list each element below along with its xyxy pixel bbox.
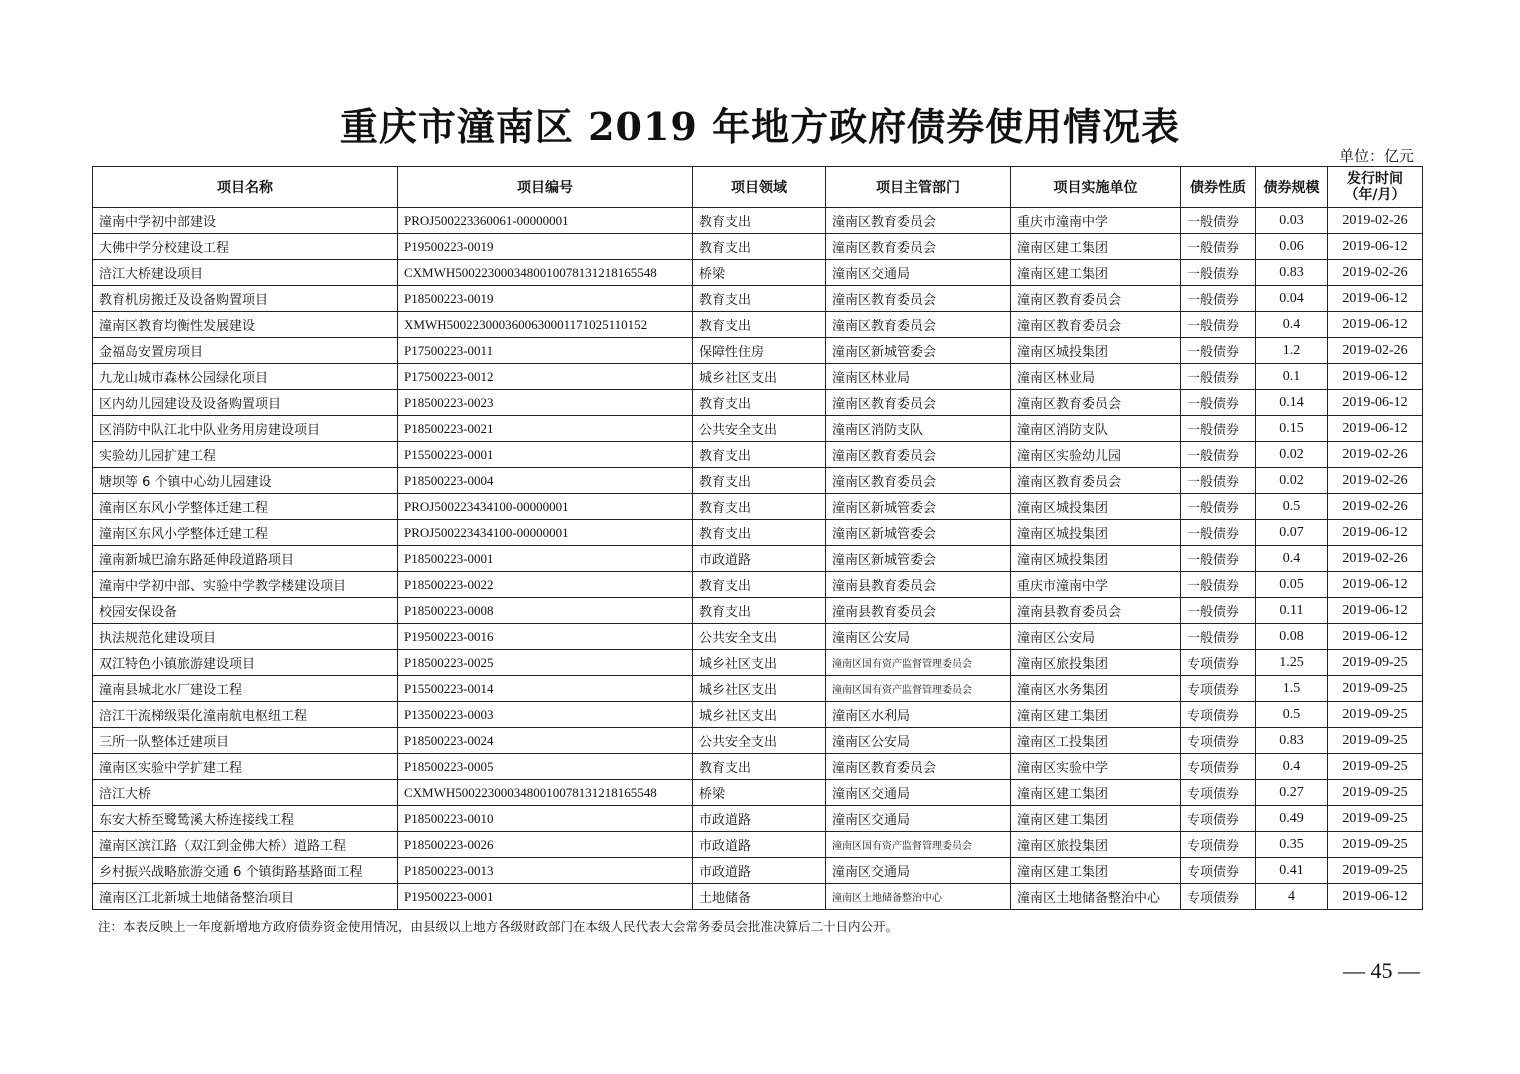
cell-bond-type: 专项债券: [1181, 702, 1256, 728]
cell-project-name: 九龙山城市森林公园绿化项目: [93, 364, 398, 390]
table-row: [93, 650, 1423, 676]
cell-department: 潼南区林业局: [826, 364, 1011, 390]
cell-project-field: 土地储备: [693, 884, 826, 910]
cell-project-field: 市政道路: [693, 858, 826, 884]
table-row: [93, 624, 1423, 650]
cell-implementer: 潼南区教育委员会: [1011, 312, 1181, 338]
cell-implementer: 潼南区实验幼儿园: [1011, 442, 1181, 468]
cell-project-name: 潼南新城巴渝东路延伸段道路项目: [93, 546, 398, 572]
table-row: [93, 702, 1423, 728]
cell-department: 潼南区教育委员会: [826, 312, 1011, 338]
cell-project-field: 公共安全支出: [693, 624, 826, 650]
cell-project-code: P15500223-0014: [398, 676, 693, 702]
cell-project-name: 潼南中学初中部建设: [93, 208, 398, 234]
cell-project-name: 潼南县城北水厂建设工程: [93, 676, 398, 702]
cell-bond-amount: 0.15: [1256, 416, 1328, 442]
cell-project-code: P19500223-0016: [398, 624, 693, 650]
cell-issue-date: 2019-06-12: [1328, 286, 1423, 312]
cell-implementer: 潼南区城投集团: [1011, 546, 1181, 572]
cell-project-code: PROJ500223434100-00000001: [398, 520, 693, 546]
cell-implementer: 重庆市潼南中学: [1011, 208, 1181, 234]
cell-department: 潼南区新城管委会: [826, 520, 1011, 546]
cell-department: 潼南区新城管委会: [826, 546, 1011, 572]
cell-bond-type: 专项债券: [1181, 832, 1256, 858]
cell-bond-amount: 0.05: [1256, 572, 1328, 598]
cell-bond-amount: 0.03: [1256, 208, 1328, 234]
table-row: [93, 884, 1423, 910]
cell-bond-amount: 0.14: [1256, 390, 1328, 416]
cell-project-code: P18500223-0023: [398, 390, 693, 416]
cell-bond-type: 一般债券: [1181, 312, 1256, 338]
cell-issue-date: 2019-09-25: [1328, 780, 1423, 806]
cell-project-name: 区消防中队江北中队业务用房建设项目: [93, 416, 398, 442]
table-row: [93, 806, 1423, 832]
cell-issue-date: 2019-02-26: [1328, 442, 1423, 468]
cell-bond-amount: 0.5: [1256, 702, 1328, 728]
cell-bond-type: 专项债券: [1181, 884, 1256, 910]
cell-department: 潼南区国有资产监督管理委员会: [826, 832, 1011, 858]
cell-implementer: 潼南区旅投集团: [1011, 832, 1181, 858]
cell-project-name: 潼南区东风小学整体迁建工程: [93, 494, 398, 520]
cell-bond-amount: 0.11: [1256, 598, 1328, 624]
cell-bond-amount: 0.27: [1256, 780, 1328, 806]
cell-implementer: 潼南区水务集团: [1011, 676, 1181, 702]
cell-bond-amount: 0.4: [1256, 312, 1328, 338]
cell-implementer: 潼南区教育委员会: [1011, 468, 1181, 494]
cell-project-code: XMWH500223000360063000117102511015​2: [398, 312, 693, 338]
cell-bond-amount: 0.1: [1256, 364, 1328, 390]
cell-project-field: 桥梁: [693, 260, 826, 286]
cell-department: 潼南区教育委员会: [826, 286, 1011, 312]
table-row: [93, 416, 1423, 442]
cell-department: 潼南区教育委员会: [826, 468, 1011, 494]
cell-project-code: P19500223-0001: [398, 884, 693, 910]
cell-project-code: CXMWH50022300034800100781312181655​48: [398, 260, 693, 286]
cell-project-code: CXMWH50022300034800100781312181655​48: [398, 780, 693, 806]
table-row: [93, 676, 1423, 702]
cell-project-field: 公共安全支出: [693, 416, 826, 442]
cell-bond-type: 一般债券: [1181, 468, 1256, 494]
cell-issue-date: 2019-09-25: [1328, 728, 1423, 754]
cell-project-name: 乡村振兴战略旅游交通 6 个镇街路基路面工程: [93, 858, 398, 884]
cell-bond-amount: 0.06: [1256, 234, 1328, 260]
header-implementer: 项目实施单位: [1011, 167, 1181, 208]
cell-project-field: 教育支出: [693, 468, 826, 494]
cell-department: 潼南区新城管委会: [826, 338, 1011, 364]
cell-project-code: P17500223-0011: [398, 338, 693, 364]
bond-usage-table: [92, 166, 1423, 910]
cell-bond-type: 专项债券: [1181, 676, 1256, 702]
cell-implementer: 潼南区消防支队: [1011, 416, 1181, 442]
cell-department: 潼南区国有资产监督管理委员会: [826, 650, 1011, 676]
cell-project-name: 区内幼儿园建设及设备购置项目: [93, 390, 398, 416]
cell-department: 潼南区交通局: [826, 260, 1011, 286]
cell-department: 潼南县教育委员会: [826, 572, 1011, 598]
cell-bond-type: 专项债券: [1181, 780, 1256, 806]
cell-bond-type: 一般债券: [1181, 624, 1256, 650]
cell-bond-amount: 1.2: [1256, 338, 1328, 364]
cell-project-name: 潼南区实验中学扩建工程: [93, 754, 398, 780]
cell-project-field: 教育支出: [693, 234, 826, 260]
cell-project-code: P18500223-0008: [398, 598, 693, 624]
cell-issue-date: 2019-02-26: [1328, 208, 1423, 234]
cell-project-name: 潼南区江北新城土地储备整治项目: [93, 884, 398, 910]
cell-issue-date: 2019-02-26: [1328, 546, 1423, 572]
cell-implementer: 潼南区土地储备整治中心: [1011, 884, 1181, 910]
cell-bond-amount: 0.02: [1256, 468, 1328, 494]
cell-bond-type: 一般债券: [1181, 546, 1256, 572]
header-bond-type: 债券性质: [1181, 167, 1256, 208]
cell-project-field: 教育支出: [693, 572, 826, 598]
cell-project-field: 教育支出: [693, 494, 826, 520]
cell-project-code: P17500223-0012: [398, 364, 693, 390]
cell-department: 潼南区公安局: [826, 728, 1011, 754]
cell-project-field: 教育支出: [693, 754, 826, 780]
cell-bond-type: 专项债券: [1181, 806, 1256, 832]
cell-bond-amount: 0.41: [1256, 858, 1328, 884]
cell-issue-date: 2019-06-12: [1328, 624, 1423, 650]
table-row: [93, 780, 1423, 806]
cell-implementer: 潼南区建工集团: [1011, 234, 1181, 260]
cell-project-code: P18500223-0021: [398, 416, 693, 442]
cell-department: 潼南区国有资产监督管理委员会: [826, 676, 1011, 702]
table-header-row: [93, 167, 1423, 208]
cell-bond-type: 一般债券: [1181, 208, 1256, 234]
cell-implementer: 重庆市潼南中学: [1011, 572, 1181, 598]
cell-implementer: 潼南区城投集团: [1011, 338, 1181, 364]
table-row: [93, 364, 1423, 390]
cell-issue-date: 2019-06-12: [1328, 416, 1423, 442]
cell-implementer: 潼南区建工集团: [1011, 780, 1181, 806]
cell-implementer: 潼南区城投集团: [1011, 520, 1181, 546]
cell-department: 潼南区教育委员会: [826, 234, 1011, 260]
cell-project-name: 塘坝等 6 个镇中心幼儿园建设: [93, 468, 398, 494]
cell-project-code: P18500223-0024: [398, 728, 693, 754]
cell-issue-date: 2019-06-12: [1328, 364, 1423, 390]
cell-project-field: 公共安全支出: [693, 728, 826, 754]
cell-project-code: P13500223-0003: [398, 702, 693, 728]
cell-bond-amount: 4: [1256, 884, 1328, 910]
cell-bond-amount: 0.07: [1256, 520, 1328, 546]
cell-bond-type: 专项债券: [1181, 754, 1256, 780]
cell-project-code: P18500223-0019: [398, 286, 693, 312]
cell-project-field: 保障性住房: [693, 338, 826, 364]
cell-implementer: 潼南区建工集团: [1011, 702, 1181, 728]
cell-project-field: 教育支出: [693, 312, 826, 338]
cell-issue-date: 2019-06-12: [1328, 884, 1423, 910]
cell-project-name: 三所一队整体迁建项目: [93, 728, 398, 754]
cell-project-field: 教育支出: [693, 520, 826, 546]
header-department: 项目主管部门: [826, 167, 1011, 208]
table-row: [93, 572, 1423, 598]
cell-issue-date: 2019-06-12: [1328, 312, 1423, 338]
cell-project-field: 教育支出: [693, 390, 826, 416]
table-body: [93, 208, 1423, 910]
cell-project-code: P18500223-0013: [398, 858, 693, 884]
cell-bond-type: 专项债券: [1181, 728, 1256, 754]
cell-department: 潼南区土地储备整治中心: [826, 884, 1011, 910]
cell-implementer: 潼南区建工集团: [1011, 806, 1181, 832]
cell-issue-date: 2019-02-26: [1328, 494, 1423, 520]
cell-bond-amount: 0.4: [1256, 546, 1328, 572]
cell-issue-date: 2019-09-25: [1328, 806, 1423, 832]
cell-bond-type: 一般债券: [1181, 286, 1256, 312]
cell-bond-type: 一般债券: [1181, 338, 1256, 364]
cell-bond-amount: 0.83: [1256, 260, 1328, 286]
cell-issue-date: 2019-09-25: [1328, 832, 1423, 858]
cell-issue-date: 2019-06-12: [1328, 572, 1423, 598]
page-title: 重庆市潼南区 2019 年地方政府债券使用情况表: [339, 104, 1181, 149]
cell-project-name: 东安大桥至鹭鸶溪大桥连接线工程: [93, 806, 398, 832]
cell-issue-date: 2019-02-26: [1328, 338, 1423, 364]
cell-department: 潼南区交通局: [826, 858, 1011, 884]
cell-project-code: P18500223-0001: [398, 546, 693, 572]
cell-project-field: 城乡社区支出: [693, 364, 826, 390]
cell-issue-date: 2019-09-25: [1328, 676, 1423, 702]
cell-bond-amount: 0.02: [1256, 442, 1328, 468]
cell-project-name: 校园安保设备: [93, 598, 398, 624]
cell-bond-amount: 0.5: [1256, 494, 1328, 520]
cell-project-field: 教育支出: [693, 208, 826, 234]
cell-implementer: 潼南区林业局: [1011, 364, 1181, 390]
cell-implementer: 潼南区建工集团: [1011, 260, 1181, 286]
cell-bond-amount: 0.4: [1256, 754, 1328, 780]
table-row: [93, 260, 1423, 286]
table-row: [93, 390, 1423, 416]
cell-project-field: 教育支出: [693, 442, 826, 468]
cell-bond-type: 一般债券: [1181, 494, 1256, 520]
page-number: — 45 —: [1343, 958, 1420, 983]
header-issue-date-line: （年/月）: [1344, 187, 1406, 203]
cell-project-code: PROJ500223434100-00000001: [398, 494, 693, 520]
table-row: [93, 754, 1423, 780]
header-issue-date-line: 发行时间: [1347, 171, 1403, 187]
cell-bond-amount: 0.83: [1256, 728, 1328, 754]
cell-project-field: 桥梁: [693, 780, 826, 806]
cell-project-name: 执法规范化建设项目: [93, 624, 398, 650]
table-row: [93, 286, 1423, 312]
cell-project-field: 市政道路: [693, 832, 826, 858]
cell-issue-date: 2019-06-12: [1328, 390, 1423, 416]
cell-project-name: 金福岛安置房项目: [93, 338, 398, 364]
footnote: 注：本表反映上一年度新增地方政府债券资金使用情况，由县级以上地方各级财政部门在本级人民代表大会常务委员会批准决算后二十日内公开。: [98, 919, 899, 934]
cell-project-code: P18500223-0005: [398, 754, 693, 780]
cell-implementer: 潼南区实验中学: [1011, 754, 1181, 780]
cell-department: 潼南区新城管委会: [826, 494, 1011, 520]
cell-bond-type: 专项债券: [1181, 650, 1256, 676]
cell-bond-type: 专项债券: [1181, 858, 1256, 884]
cell-project-code: P18500223-0022: [398, 572, 693, 598]
cell-issue-date: 2019-09-25: [1328, 754, 1423, 780]
cell-department: 潼南区交通局: [826, 780, 1011, 806]
header-issue-date: [1328, 167, 1423, 208]
cell-implementer: 潼南区工投集团: [1011, 728, 1181, 754]
table-row: [93, 208, 1423, 234]
cell-project-field: 城乡社区支出: [693, 702, 826, 728]
cell-project-field: 教育支出: [693, 598, 826, 624]
cell-project-code: P18500223-0010: [398, 806, 693, 832]
cell-project-code: PROJ500223360061-00000001: [398, 208, 693, 234]
cell-department: 潼南区交通局: [826, 806, 1011, 832]
cell-issue-date: 2019-06-12: [1328, 234, 1423, 260]
cell-implementer: 潼南县教育委员会: [1011, 598, 1181, 624]
cell-implementer: 潼南区教育委员会: [1011, 286, 1181, 312]
cell-bond-type: 一般债券: [1181, 416, 1256, 442]
cell-department: 潼南区教育委员会: [826, 754, 1011, 780]
cell-project-field: 教育支出: [693, 286, 826, 312]
table-row: [93, 598, 1423, 624]
cell-bond-amount: 0.08: [1256, 624, 1328, 650]
header-bond-amount: 债券规模: [1256, 167, 1328, 208]
cell-issue-date: 2019-06-12: [1328, 598, 1423, 624]
cell-department: 潼南区消防支队: [826, 416, 1011, 442]
cell-bond-type: 一般债券: [1181, 572, 1256, 598]
cell-project-field: 城乡社区支出: [693, 650, 826, 676]
cell-bond-amount: 0.35: [1256, 832, 1328, 858]
table-row: [93, 832, 1423, 858]
cell-department: 潼南区教育委员会: [826, 390, 1011, 416]
cell-implementer: 潼南区建工集团: [1011, 858, 1181, 884]
cell-issue-date: 2019-06-12: [1328, 520, 1423, 546]
cell-department: 潼南区公安局: [826, 624, 1011, 650]
cell-issue-date: 2019-09-25: [1328, 650, 1423, 676]
cell-department: 潼南区教育委员会: [826, 208, 1011, 234]
cell-project-code: P18500223-0004: [398, 468, 693, 494]
cell-bond-type: 一般债券: [1181, 442, 1256, 468]
cell-project-name: 双江特色小镇旅游建设项目: [93, 650, 398, 676]
cell-bond-type: 一般债券: [1181, 390, 1256, 416]
table-row: [93, 468, 1423, 494]
cell-bond-type: 一般债券: [1181, 520, 1256, 546]
cell-project-name: 涪江干流梯级渠化潼南航电枢纽工程: [93, 702, 398, 728]
cell-project-code: P15500223-0001: [398, 442, 693, 468]
cell-project-field: 城乡社区支出: [693, 676, 826, 702]
cell-issue-date: 2019-02-26: [1328, 468, 1423, 494]
cell-project-name: 大佛中学分校建设工程: [93, 234, 398, 260]
cell-project-code: P18500223-0025: [398, 650, 693, 676]
cell-project-field: 市政道路: [693, 546, 826, 572]
cell-project-field: 市政道路: [693, 806, 826, 832]
cell-bond-amount: 1.5: [1256, 676, 1328, 702]
cell-project-code: P19500223-0019: [398, 234, 693, 260]
cell-issue-date: 2019-09-25: [1328, 702, 1423, 728]
cell-bond-type: 一般债券: [1181, 234, 1256, 260]
table-row: [93, 520, 1423, 546]
table-row: [93, 728, 1423, 754]
table-row: [93, 338, 1423, 364]
cell-bond-amount: 0.04: [1256, 286, 1328, 312]
header-project-code: 项目编号: [398, 167, 693, 208]
unit-label: 单位：亿元: [1338, 147, 1414, 165]
cell-bond-amount: 1.25: [1256, 650, 1328, 676]
cell-implementer: 潼南区旅投集团: [1011, 650, 1181, 676]
header-project-name: 项目名称: [93, 167, 398, 208]
cell-department: 潼南县教育委员会: [826, 598, 1011, 624]
cell-department: 潼南区教育委员会: [826, 442, 1011, 468]
table-row: [93, 312, 1423, 338]
cell-project-name: 涪江大桥: [93, 780, 398, 806]
cell-project-name: 潼南区滨江路（双江到金佛大桥）道路工程: [93, 832, 398, 858]
cell-project-name: 教育机房搬迁及设备购置项目: [93, 286, 398, 312]
cell-bond-type: 一般债券: [1181, 260, 1256, 286]
cell-issue-date: 2019-09-25: [1328, 858, 1423, 884]
cell-project-name: 潼南中学初中部、实验中学教学楼建设项目: [93, 572, 398, 598]
cell-project-name: 实验幼儿园扩建工程: [93, 442, 398, 468]
cell-department: 潼南区水利局: [826, 702, 1011, 728]
cell-bond-type: 一般债券: [1181, 364, 1256, 390]
header-project-field: 项目领域: [693, 167, 826, 208]
cell-project-code: P18500223-0026: [398, 832, 693, 858]
cell-bond-amount: 0.49: [1256, 806, 1328, 832]
table-row: [93, 494, 1423, 520]
cell-bond-type: 一般债券: [1181, 598, 1256, 624]
table-row: [93, 546, 1423, 572]
cell-implementer: 潼南区公安局: [1011, 624, 1181, 650]
cell-project-name: 潼南区东风小学整体迁建工程: [93, 520, 398, 546]
table-row: [93, 858, 1423, 884]
cell-project-name: 潼南区教育均衡性发展建设: [93, 312, 398, 338]
cell-implementer: 潼南区城投集团: [1011, 494, 1181, 520]
table-row: [93, 442, 1423, 468]
cell-issue-date: 2019-02-26: [1328, 260, 1423, 286]
cell-implementer: 潼南区教育委员会: [1011, 390, 1181, 416]
table-row: [93, 234, 1423, 260]
cell-project-name: 涪江大桥建设项目: [93, 260, 398, 286]
